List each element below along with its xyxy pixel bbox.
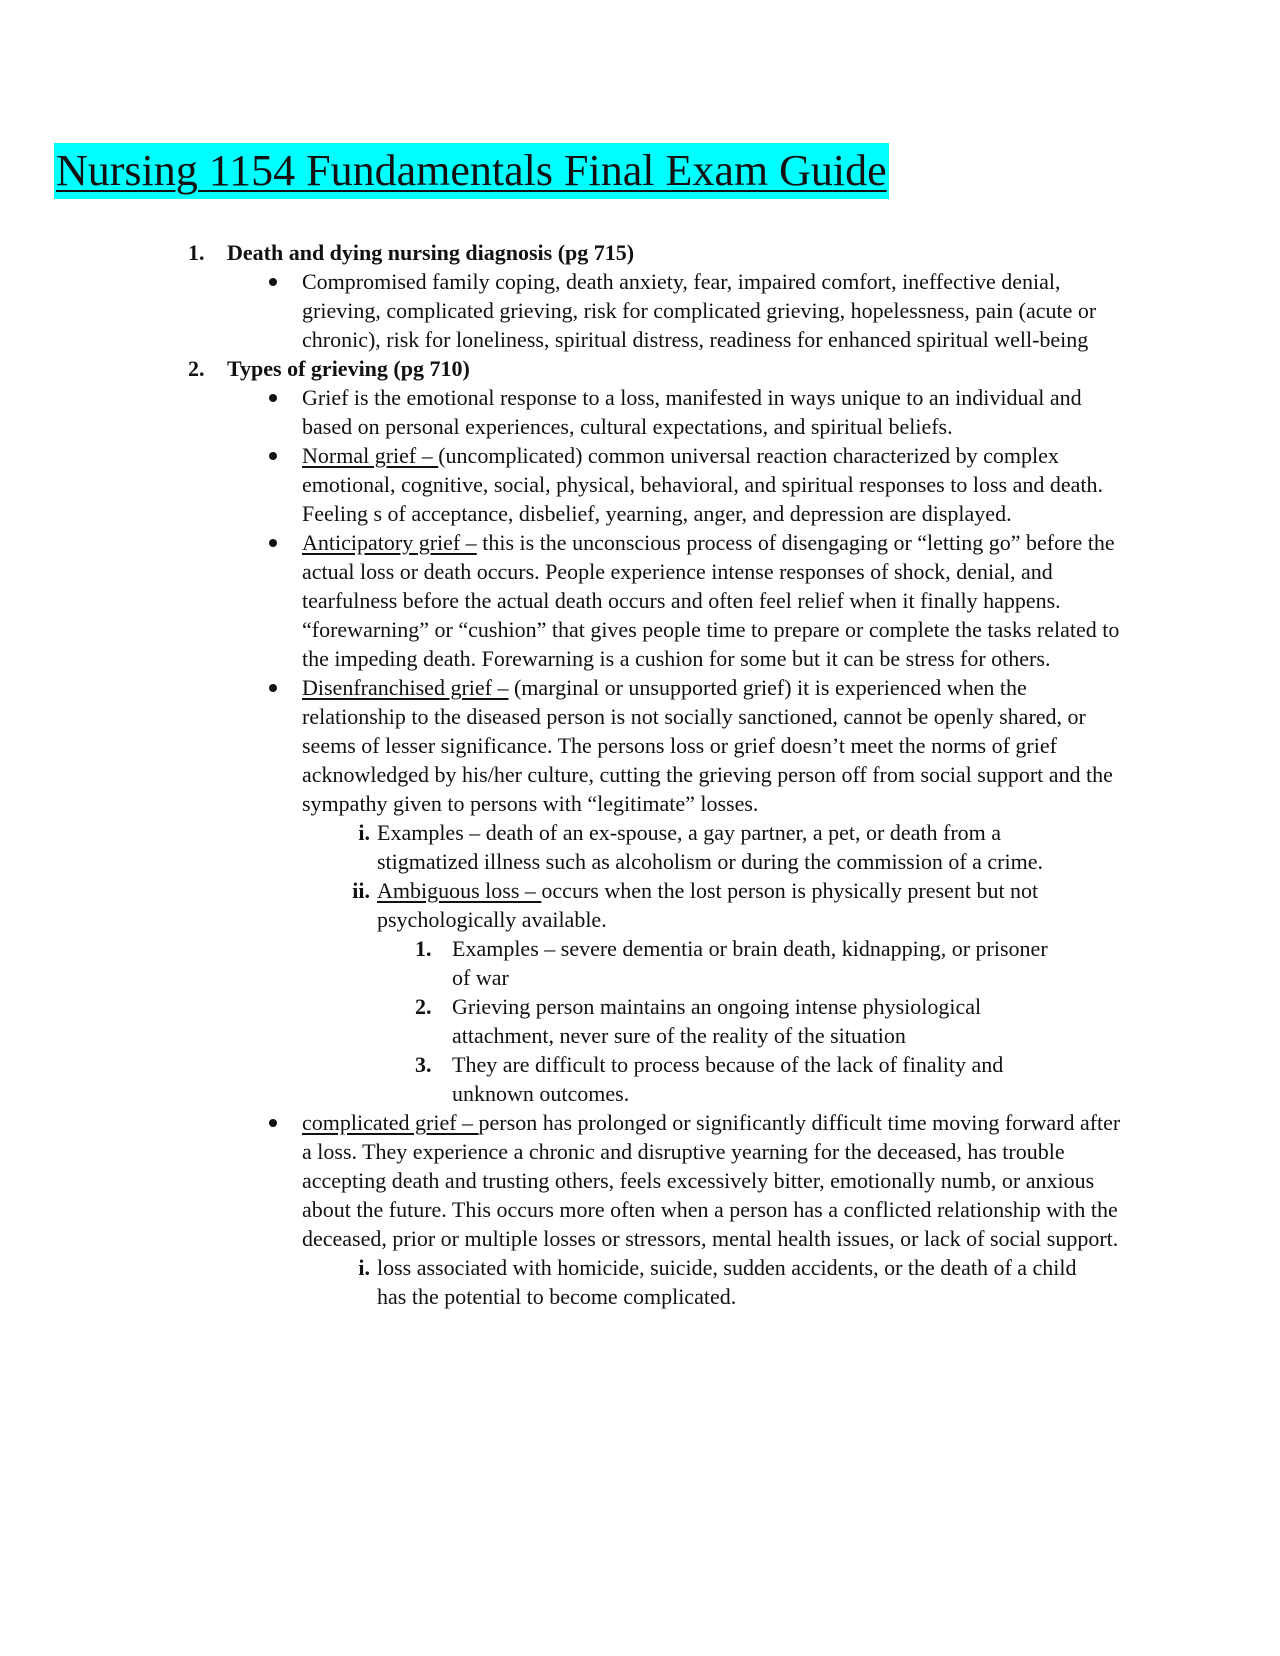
bullet-item-normal-grief bbox=[0, 441, 1128, 528]
point-text: They are difficult to process because of the lack of finality and unknown outcomes. bbox=[452, 1052, 1004, 1106]
subitem bbox=[0, 1253, 1097, 1311]
bullet-text: person has prolonged or significantly difficult time moving forward after a loss. They experience a chronic and disruptive yearning for the deceased, has trouble accepting death and trusting others, feels excessively bitter, emotionally numb, or anxious about the future. This occurs more often when a person has a conflicted relationship with the deceased, prior or multiple losses or stressors, mental health issues, or lack of social support. bbox=[302, 1110, 1121, 1251]
point-marker: 1. bbox=[415, 936, 432, 961]
subitem-ambiguous-loss bbox=[0, 876, 1097, 934]
point-text: Grieving person maintains an ongoing intense physiological attachment, never sure of the reality of the situation bbox=[452, 994, 982, 1048]
bullet-dot-icon bbox=[269, 452, 277, 460]
section-title: Death and dying nursing diagnosis (pg 715) bbox=[227, 240, 635, 265]
title-block bbox=[54, 143, 889, 199]
point-marker: 2. bbox=[415, 994, 432, 1019]
bullet-dot-icon bbox=[269, 539, 277, 547]
section-heading bbox=[0, 238, 1127, 267]
point-item bbox=[0, 934, 1062, 992]
bullet-dot-icon bbox=[269, 278, 277, 286]
bullet-item bbox=[0, 267, 1128, 354]
bullet-dot-icon bbox=[269, 1119, 277, 1127]
bullet-item-complicated-grief bbox=[0, 1108, 1128, 1253]
term-label: Ambiguous loss – bbox=[377, 878, 542, 903]
point-marker: 3. bbox=[415, 1052, 432, 1077]
term-label: Normal grief – bbox=[302, 443, 439, 468]
bullet-item-disenfranchised-grief bbox=[0, 673, 1128, 818]
bullet-dot-icon bbox=[269, 684, 277, 692]
point-text: Examples – severe dementia or brain death, kidnapping, or prisoner of war bbox=[452, 936, 1048, 990]
bullet-item bbox=[0, 383, 1128, 441]
bullet-dot-icon bbox=[269, 394, 277, 402]
bullet-text: Compromised family coping, death anxiety, fear, impaired comfort, ineffective denial, grieving, complicated grieving, risk for complicated grieving, hopelessness, pain (acute or chronic), risk for loneliness, spiritual distress, readiness for enhanced spiritual well-being bbox=[302, 269, 1097, 352]
section-number: 1. bbox=[188, 240, 205, 265]
point-item bbox=[0, 1050, 1062, 1108]
subitem-text: occurs when the lost person is physically present but not psychologically available. bbox=[377, 878, 1039, 932]
bullet-text: (uncomplicated) common universal reaction characterized by complex emotional, cognitive, social, physical, behavioral, and spiritual responses to loss and death. Feeling s of acceptance, disbelief, yearning, anger, and depression are displayed. bbox=[302, 443, 1103, 526]
subitem-marker: i. bbox=[358, 820, 370, 845]
subitem-text: Examples – death of an ex-spouse, a gay partner, a pet, or death from a stigmatized illness such as alcoholism or during the commission of a crime. bbox=[377, 820, 1043, 874]
subitem-marker: ii. bbox=[352, 878, 370, 903]
bullet-item-anticipatory-grief bbox=[0, 528, 1128, 673]
term-label: Disenfranchised grief – bbox=[302, 675, 509, 700]
bullet-text: Grief is the emotional response to a loss, manifested in ways unique to an individual and based on personal experiences, cultural expectations, and spiritual beliefs. bbox=[302, 385, 1082, 439]
section-title: Types of grieving (pg 710) bbox=[227, 356, 470, 381]
page-title: Nursing 1154 Fundamentals Final Exam Guide bbox=[54, 143, 889, 199]
document-body bbox=[0, 238, 1280, 1311]
subitem bbox=[0, 818, 1097, 876]
term-label: Anticipatory grief – bbox=[302, 530, 477, 555]
bullet-text: this is the unconscious process of disengaging or “letting go” before the actual loss or death occurs. People experience intense responses of shock, denial, and tearfulness before the actual death occurs and often feel relief when it finally happens. “forewarning” or “cushion” that gives people time to prepare or complete the tasks related to the impeding death. Forewarning is a cushion for some but it can be stress for others. bbox=[302, 530, 1120, 671]
subitem-text: loss associated with homicide, suicide, sudden accidents, or the death of a child has the potential to become complicated. bbox=[377, 1255, 1077, 1309]
section-number: 2. bbox=[188, 356, 205, 381]
subitem-marker: i. bbox=[358, 1255, 370, 1280]
term-label: complicated grief – bbox=[302, 1110, 479, 1135]
section-heading bbox=[0, 354, 1127, 383]
point-item bbox=[0, 992, 1062, 1050]
bullet-text: (marginal or unsupported grief) it is experienced when the relationship to the diseased person is not socially sanctioned, cannot be openly shared, or seems of lesser significance. The persons loss or grief doesn’t meet the norms of grief acknowledged by his/her culture, cutting the grieving person off from social support and the sympathy given to persons with “legitimate” losses. bbox=[302, 675, 1113, 816]
